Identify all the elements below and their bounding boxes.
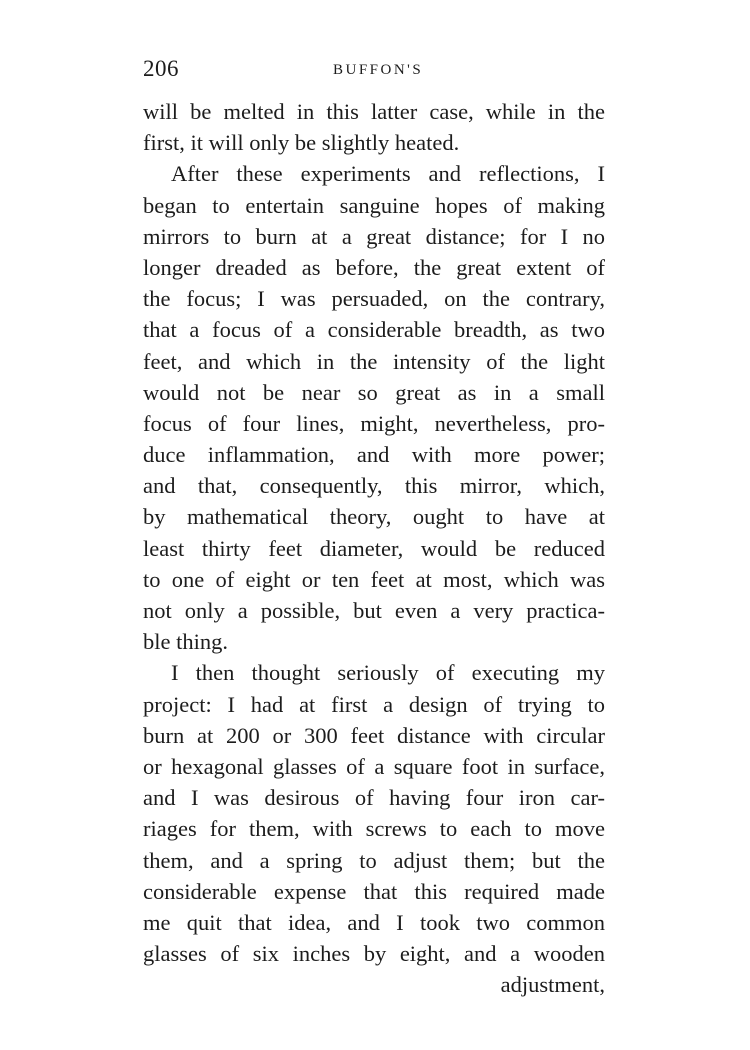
text-line: began to entertain sanguine hopes of making xyxy=(143,192,605,218)
text-line: burn at 200 or 300 feet distance with circular xyxy=(143,722,605,748)
text-line: me quit that idea, and I took two common xyxy=(143,909,605,935)
text-line: will be melted in this latter case, while in the xyxy=(143,99,605,124)
body-text xyxy=(143,96,605,1000)
text-line: considerable expense that this required made xyxy=(143,878,605,904)
text-line: ble thing. xyxy=(143,629,228,655)
text-line: After these experiments and reflections, I xyxy=(171,161,605,187)
text-line: the focus; I was persuaded, on the contrary, xyxy=(143,286,605,312)
text-line: to one of eight or ten feet at most, which was xyxy=(143,566,605,592)
text-line: glasses of six inches by eight, and a wooden xyxy=(143,941,605,967)
text-line: I then thought seriously of executing my xyxy=(171,660,605,686)
page-number: 206 xyxy=(143,56,179,81)
text-line: not only a possible, but even a very practica- xyxy=(143,598,605,623)
text-line: mirrors to burn at a great distance; for I no xyxy=(143,223,605,249)
text-line: or hexagonal glasses of a square foot in surface, xyxy=(143,753,605,779)
text-line: feet, and which in the intensity of the light xyxy=(143,348,605,374)
text-line: would not be near so great as in a small xyxy=(143,379,605,405)
running-head xyxy=(143,56,605,92)
running-title: BUFFON'S xyxy=(333,62,424,78)
catchword: adjustment, xyxy=(500,972,605,998)
text-line: and that, consequently, this mirror, which, xyxy=(143,473,605,499)
text-line: longer dreaded as before, the great extent of xyxy=(143,254,605,280)
text-line: by mathematical theory, ought to have at xyxy=(143,504,605,530)
text-line: project: I had at first a design of trying to xyxy=(143,691,605,717)
text-line: them, and a spring to adjust them; but the xyxy=(143,847,605,873)
text-line: riages for them, with screws to each to move xyxy=(143,816,605,842)
text-line: least thirty feet diameter, would be reduced xyxy=(143,535,605,561)
text-line: focus of four lines, might, nevertheless, pro- xyxy=(143,410,605,436)
text-line: and I was desirous of having four iron car- xyxy=(143,785,605,811)
text-line: duce inflammation, and with more power; xyxy=(143,442,605,468)
text-line: that a focus of a considerable breadth, as two xyxy=(143,317,605,343)
text-line: first, it will only be slightly heated. xyxy=(143,130,460,156)
